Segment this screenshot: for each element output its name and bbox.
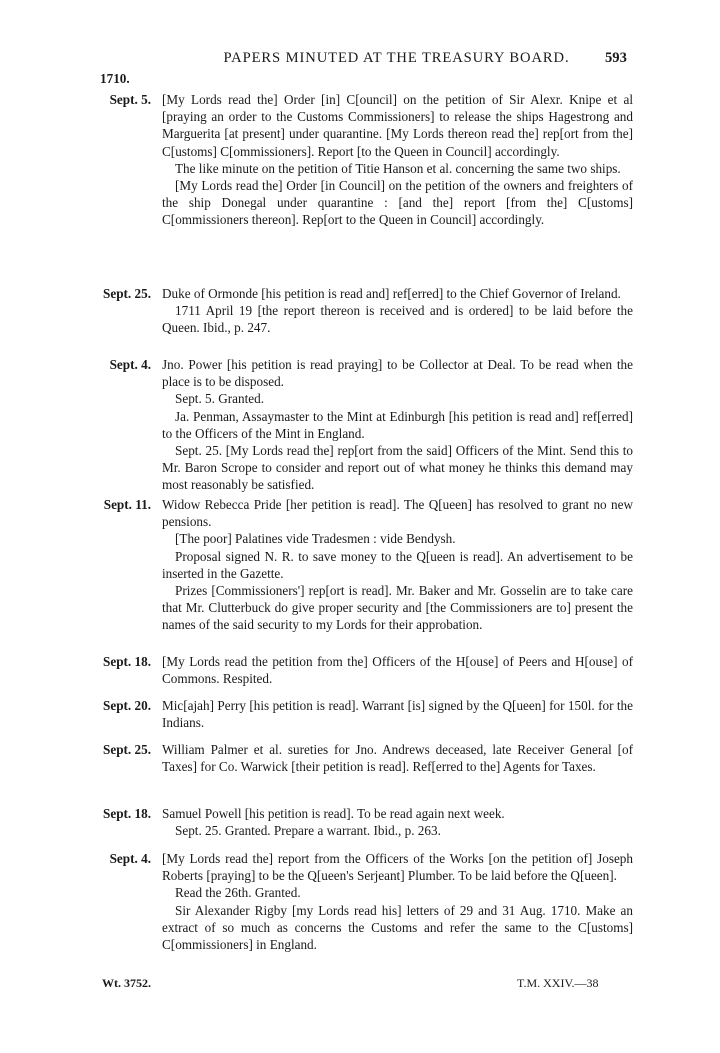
entry-paragraph: Sept. 25. Granted. Prepare a warrant. Ibid., p. 263. xyxy=(175,823,441,839)
entry-date: Sept. 4. xyxy=(109,357,151,372)
entry-paragraph: Sept. 5. Granted. xyxy=(175,391,264,407)
entry-body xyxy=(162,496,633,634)
entry-paragraph: Samuel Powell [his petition is read]. To be read again next week. xyxy=(162,806,505,821)
entry-paragraph: Proposal signed N. R. to save money to the Q[ueen is read]. An advertisement to be inserted in the Gazette. xyxy=(162,548,633,581)
entry-body xyxy=(162,91,633,229)
entry-paragraph: [The poor] Palatines vide Tradesmen : vide Bendysh. xyxy=(175,531,456,547)
page-number: 593 xyxy=(605,50,627,66)
footer-signature-mark: T.M. XXIV.—38 xyxy=(517,976,599,990)
entry-body xyxy=(162,285,633,337)
entry-paragraph: [My Lords read the] report from the Officers of the Works [on the petition of] Joseph Roberts [praying] to be the Q[ueen's Serjeant] Plumber. To be laid before the Q[ueen]. xyxy=(162,851,633,884)
entry-paragraph: [My Lords read the petition from the] Officers of the H[ouse] of Peers and H[ouse] of Commons. Respited. xyxy=(162,654,633,687)
running-title: PAPERS MINUTED AT THE TREASURY BOARD. xyxy=(223,50,570,66)
entry-body xyxy=(162,697,633,731)
entry-body xyxy=(162,850,633,953)
entry-paragraph: Jno. Power [his petition is read praying] to be Collector at Deal. To be read when the place is to be disposed. xyxy=(162,357,633,390)
entry-paragraph: Read the 26th. Granted. xyxy=(175,885,301,901)
entry-paragraph: Prizes [Commissioners'] rep[ort is read]. Mr. Baker and Mr. Gosselin are to take care that Mr. Clutterbuck do give proper security and [the Commissioners are to] present the names of the said security to my Lords for their approbation. xyxy=(162,583,633,633)
entry-paragraph: Widow Rebecca Pride [her petition is read]. The Q[ueen] has resolved to grant no new pensions. xyxy=(162,497,633,530)
entry-paragraph: Mic[ajah] Perry [his petition is read]. Warrant [is] signed by the Q[ueen] for 150l. for the Indians. xyxy=(162,698,633,731)
entry-body xyxy=(162,356,633,494)
entry-paragraph: William Palmer et al. sureties for Jno. Andrews deceased, late Receiver General [of Taxes] for Co. Warwick [their petition is read]. Ref[erred to the] Agents for Taxes. xyxy=(162,742,633,775)
entry-date: Sept. 18. xyxy=(103,654,151,669)
entry-paragraph: Sept. 25. [My Lords read the] rep[ort from the said] Officers of the Mint. Send this to Mr. Baron Scrope to consider and report out of what money he thinks this demand may most reasonably be satisfied. xyxy=(162,443,633,493)
entry-paragraph: [My Lords read the] Order [in] C[ouncil] on the petition of Sir Alexr. Knipe et al [praying an order to the Customs Commissioners] to release the ships Hagestrong and Marguerita [at present] under quarantine. [My Lords thereon read the] rep[ort from the] C[ustoms] C[ommissioners]. Report [to the Queen in Council] accordingly. xyxy=(162,92,633,159)
entry-date: Sept. 25. xyxy=(103,286,151,301)
entry-paragraph: Duke of Ormonde [his petition is read and] ref[erred] to the Chief Governor of Ireland. xyxy=(162,286,621,301)
entry-paragraph: 1711 April 19 [the report thereon is received and is ordered] to be laid before the Queen. Ibid., p. 247. xyxy=(162,303,633,336)
entry-date: Sept. 5. xyxy=(109,92,151,107)
entry-paragraph: The like minute on the petition of Titie Hanson et al. concerning the same two ships. xyxy=(175,160,621,176)
entry-date: Sept. 18. xyxy=(103,806,151,821)
year-heading: 1710. xyxy=(100,71,130,86)
entry-body xyxy=(162,805,633,839)
entry-date: Sept. 4. xyxy=(109,851,151,866)
entry-paragraph: Ja. Penman, Assaymaster to the Mint at Edinburgh [his petition is read and] ref[erred] to the Officers of the Mint in England. xyxy=(162,408,633,441)
entry-date: Sept. 25. xyxy=(103,742,151,757)
entry-paragraph: Sir Alexander Rigby [my Lords read his] letters of 29 and 31 Aug. 1710. Make an extract of so much as concerns the Customs and refer the same to the C[ustoms] C[ommissioners] in England. xyxy=(162,902,633,953)
entry-date: Sept. 11. xyxy=(103,497,151,512)
footer-print-code: Wt. 3752. xyxy=(102,976,151,990)
entry-body xyxy=(162,741,633,775)
entry-body xyxy=(162,653,633,687)
entry-paragraph: [My Lords read the] Order [in Council] on the petition of the owners and freighters of the ship Donegal under quarantine : [and the] report [from the] C[ustoms] C[ommissioners thereon]. Rep[ort to the Queen in Council] accordingly. xyxy=(162,178,633,228)
entry-date: Sept. 20. xyxy=(103,698,151,713)
